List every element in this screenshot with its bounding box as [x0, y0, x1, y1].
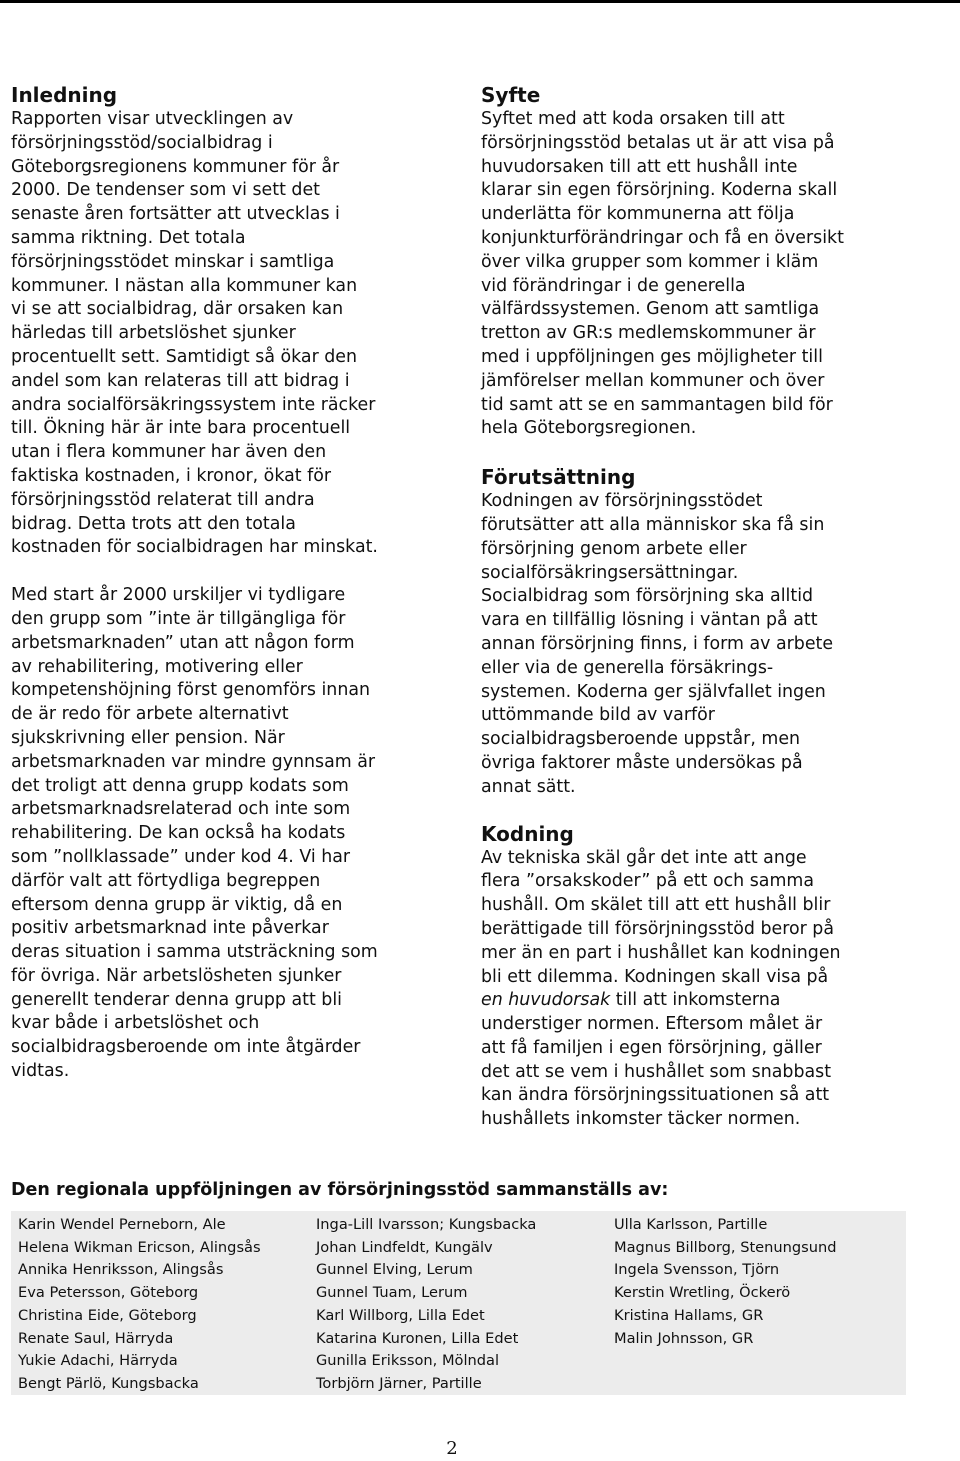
left-column: [11, 83, 443, 1084]
contributor-name: Gunnel Elving, Lerum: [316, 1261, 473, 1279]
contributor-name: Magnus Billborg, Stenungsund: [614, 1238, 837, 1256]
contributor-name: Christina Eide, Göteborg: [18, 1306, 197, 1324]
contributors-column-1: [18, 1214, 261, 1396]
contributor-name: Gunilla Eriksson, Mölndal: [316, 1352, 500, 1370]
section-title-kodning: Kodning: [481, 821, 574, 846]
right-column: [481, 83, 921, 1132]
contributor-name: Karin Wendel Perneborn, Ale: [18, 1216, 226, 1233]
forutsattning-paragraph: Kodningen av försörjningsstödet förutsätter att alla människor ska få sin försörjning genom arbete eller socialförsäkringsersättningar. Socialbidrag som försörjning ska alltid vara en tillfällig lösning i väntan på att annan försörjning finns, i form av arbete eller via de generella försäkrings- systemen. Koderna ger självfallet ingen uttömmande bild av varför socialbidragsberoende uppstår, men övriga faktorer måste undersökas på annat sätt.: [481, 491, 834, 797]
contributor-name: Malin Johnsson, GR: [614, 1329, 754, 1347]
kodning-italic-emphasis: en huvudorsak: [481, 990, 611, 1011]
contributor-name: Gunnel Tuam, Lerum: [316, 1284, 468, 1302]
contributor-name: Helena Wikman Ericson, Alingsås: [18, 1238, 261, 1256]
kodning-text-before: Av tekniska skäl går det inte att ange flera ”orsakskoder” på ett och samma hushåll. Om skälet till att ett hushåll blir berättigade till försörjningsstöd beror på mer än en part i hushållet kan kodningen bli ett dilemma. Kodningen skall visa på: [481, 847, 841, 987]
contributors-column-2: [316, 1214, 536, 1396]
rehabilitation-paragraph: Med start år 2000 urskiljer vi tydligare den grupp som ”inte är tillgängliga för arbetsmarknaden” utan att någon form av rehabilitering, motivering eller kompetenshöjning först genomförs innan de är redo för arbete alternativt sjukskrivning eller pension. När arbetsmarknaden var mindre gynnsam är det troligt att denna grupp kodats som arbetsmarknadsrelaterad och inte som rehabilitering. De kan också ha kodats som ”nollklassade” under kod 4. Vi har därför valt att förtydliga begreppen eftersom denna grupp är viktig, då en positiv arbetsmarknad inte påverkar deras situation i samma utsträckning som för övriga. När arbetslösheten sjunker generellt tenderar denna grupp att bli kvar både i arbetslöshet och socialbidragsberoende om inte åtgärder vidtas.: [11, 585, 378, 1082]
section-title-inledning: Inledning: [11, 83, 118, 107]
contributor-name: Karl Willborg, Lilla Edet: [316, 1306, 485, 1324]
contributor-name: Ingela Svensson, Tjörn: [614, 1261, 780, 1279]
contributor-name: Torbjörn Järner, Partille: [316, 1374, 482, 1392]
syfte-paragraph: Syftet med att koda orsaken till att försörjningsstöd betalas ut är att visa på huvudorsaken till att ett hushåll inte klarar sin egen försörjning. Koderna skall underlätta för kommunerna att följa konjunkturförändringar och få en översikt över vilka grupper som kommer i kläm vid förändringar i de generella välfärdssystemen. Genom att samtliga tretton av GR:s medlemskommuner är med i uppföljningen ges möjligheter till jämförelser mellan kommuner och över tid samt att se en sammantagen bild för hela Göteborgsregionen.: [481, 109, 844, 439]
kodning-paragraph: [481, 847, 921, 1133]
contributor-name: Renate Saul, Härryda: [18, 1329, 174, 1347]
inledning-paragraph: Rapporten visar utvecklingen av försörjningsstöd/socialbidrag i Göteborgsregionens kommuner för år 2000. De tendenser som vi sett det senaste åren fortsätter att utvecklas i samma riktning. Det totala försörjningsstödet minskar i samtliga kommuner. I nästan alla kommuner kan vi se att socialbidrag, där orsaken kan härledas till arbetslöshet sjunker procentuellt sett. Samtidigt så ökar den andel som kan relateras till att bidrag i andra socialförsäkringssystem inte räcker till. Ökning här är inte bara procentuell utan i flera kommuner har även den faktiska kostnaden, i kronor, ökat för försörjningsstöd relaterat till andra bidrag. Detta trots att den totala kostnaden för socialbidragen har minskat.: [11, 109, 378, 558]
contributors-table: [11, 1211, 906, 1395]
kodning-text-after: till att inkomsterna understiger normen. Eftersom målet är att få familjen i egen försörjning, gäller det att se vem i hushållet som snabbast kan ändra försörjningssituationen så att hushållets inkomster täcker normen.: [481, 990, 832, 1130]
contributor-name: Katarina Kuronen, Lilla Edet: [316, 1329, 519, 1347]
contributor-name: Yukie Adachi, Härryda: [18, 1352, 178, 1370]
top-rule: [0, 0, 960, 3]
contributor-name: Kerstin Wretling, Öckerö: [614, 1284, 791, 1302]
contributor-name: Kristina Hallams, GR: [614, 1306, 764, 1324]
contributor-name: Johan Lindfeldt, Kungälv: [316, 1238, 493, 1256]
section-title-forutsattning: Förutsättning: [481, 465, 636, 490]
contributors-heading: Den regionala uppföljningen av försörjningsstöd sammanställs av:: [11, 1180, 669, 1200]
contributor-name: Annika Henriksson, Alingsås: [18, 1261, 224, 1279]
contributor-name: Inga-Lill Ivarsson; Kungsbacka: [316, 1216, 537, 1233]
contributor-name: Bengt Pärlö, Kungsbacka: [18, 1374, 199, 1392]
contributor-name: Ulla Karlsson, Partille: [614, 1216, 768, 1233]
page-number: 2: [446, 1438, 458, 1459]
contributors-column-3: [614, 1214, 837, 1350]
contributor-name: Eva Petersson, Göteborg: [18, 1284, 199, 1302]
section-title-syfte: Syfte: [481, 83, 541, 107]
